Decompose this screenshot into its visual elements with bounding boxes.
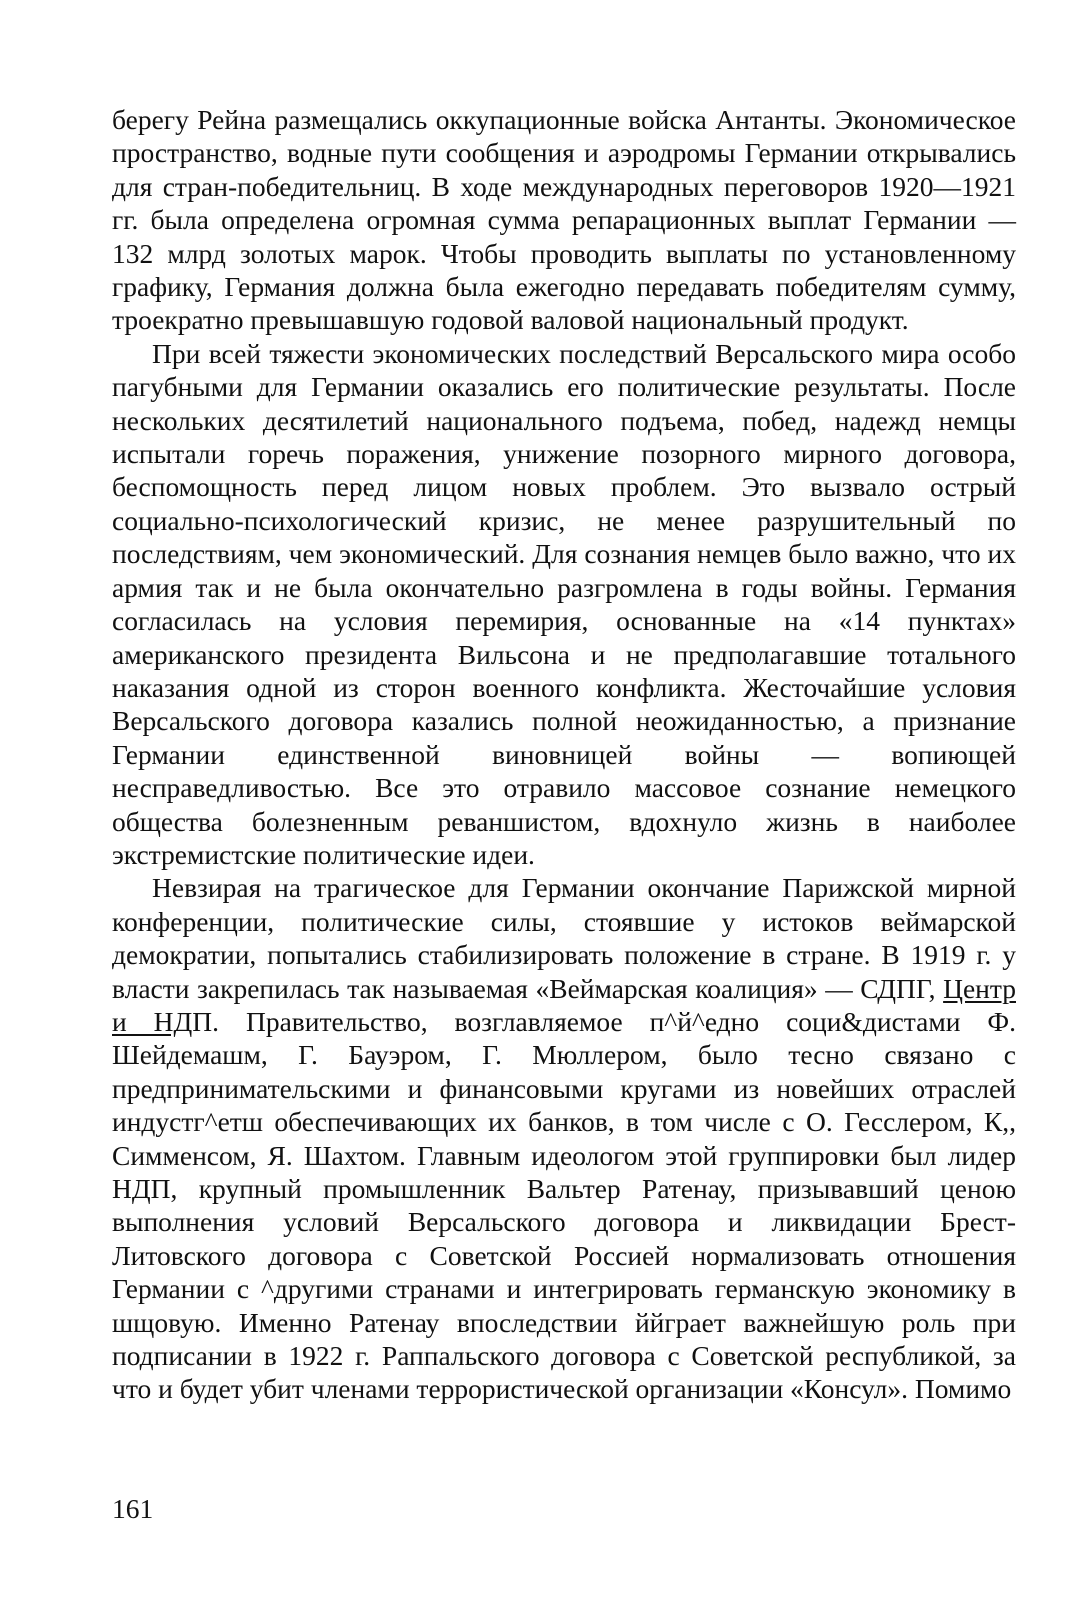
page-text	[112, 103, 1016, 1406]
paragraph-2: При всей тяжести экономических последствий Версальского мира особо пагубными для Германии оказались его политические результаты. После нескольких десятилетий национального подъема, побед, надежд немцы испытали горечь поражения, унижение позорного мирного договора, беспомощность перед лицом новых проблем. Это вызвало острый социально-психологический кризис, не менее разрушительный по последствиям, чем экономический. Для сознания немцев было важно, что их армия так и не была окончательно разгромлена в годы войны. Германия согласилась на условия перемирия, основанные на «14 пунктах» американского президента Вильсона и не предполагавшие тотального наказания одной из сторон военного конфликта. Жесточайшие условия Версальского договора казались полной неожиданностью, а признание Германии единственной виновницей войны — вопиющей несправедливостью. Все это отравило массовое сознание немецкого общества болезненным реваншистом, вдохнуло жизнь в наиболее экстремистские политические идеи.	[112, 337, 1016, 870]
paragraph-3-start: Невзирая на трагическое для Германии окончание Парижской мирной конференции, политические силы, стоявшие у истоков веймарской демократии, попытались стабилизировать положение в стране. В 1919 г. у власти закрепилась так называемая «Веймарская коалиция» — СДПГ,	[112, 872, 1016, 1004]
page-number: 161	[112, 1493, 154, 1524]
paragraph-1: берегу Рейна размещались оккупационные войска Антанты. Экономическое пространство, водные пути сообщения и аэродромы Германии открывались для стран-победительниц. В ходе международных переговоров 1920—1921 гг. была определена огромная сумма репарационных выплат Германии — 132 млрд золотых марок. Чтобы проводить выплаты по установленному графику, Германия должна была ежегодно передавать победителям сумму, троекратно превышавшую годовой валовой национальный продукт.	[112, 104, 1016, 336]
paragraph-3-rest: П. Правительство, возглавляемое п^й^едно соци&дистами Ф. Шейдемашм, Г. Бауэром, Г. Мюллером, было тесно связано с предпринимательскими и финансовыми кругами из новейших отраслей индустг^етш обеспечивающих их банков, в том числе с О. Гесслером, К,, Симменсом, Я. Шахтом. Главным идеологом этой группировки был лидер НДП, крупный промышленник Вальтер Ратенау, призывавший ценою выполнения условий Версальского договора и ликвидации Брест-Литовского договора с Советской Россией нормализовать отношения Германии с ^другими странами и интегрировать германскую экономику в шщовую. Именно Ратенау впоследствии ййграет важнейшую роль при подписании в 1922 г. Раппальского договора с Советской республикой, за что и будет убит членами террористической организации «Консул». Помимо	[112, 1005, 1016, 1405]
underlined-phrase: Центр и НД	[112, 972, 1016, 1037]
paragraph-3	[112, 871, 1016, 1406]
